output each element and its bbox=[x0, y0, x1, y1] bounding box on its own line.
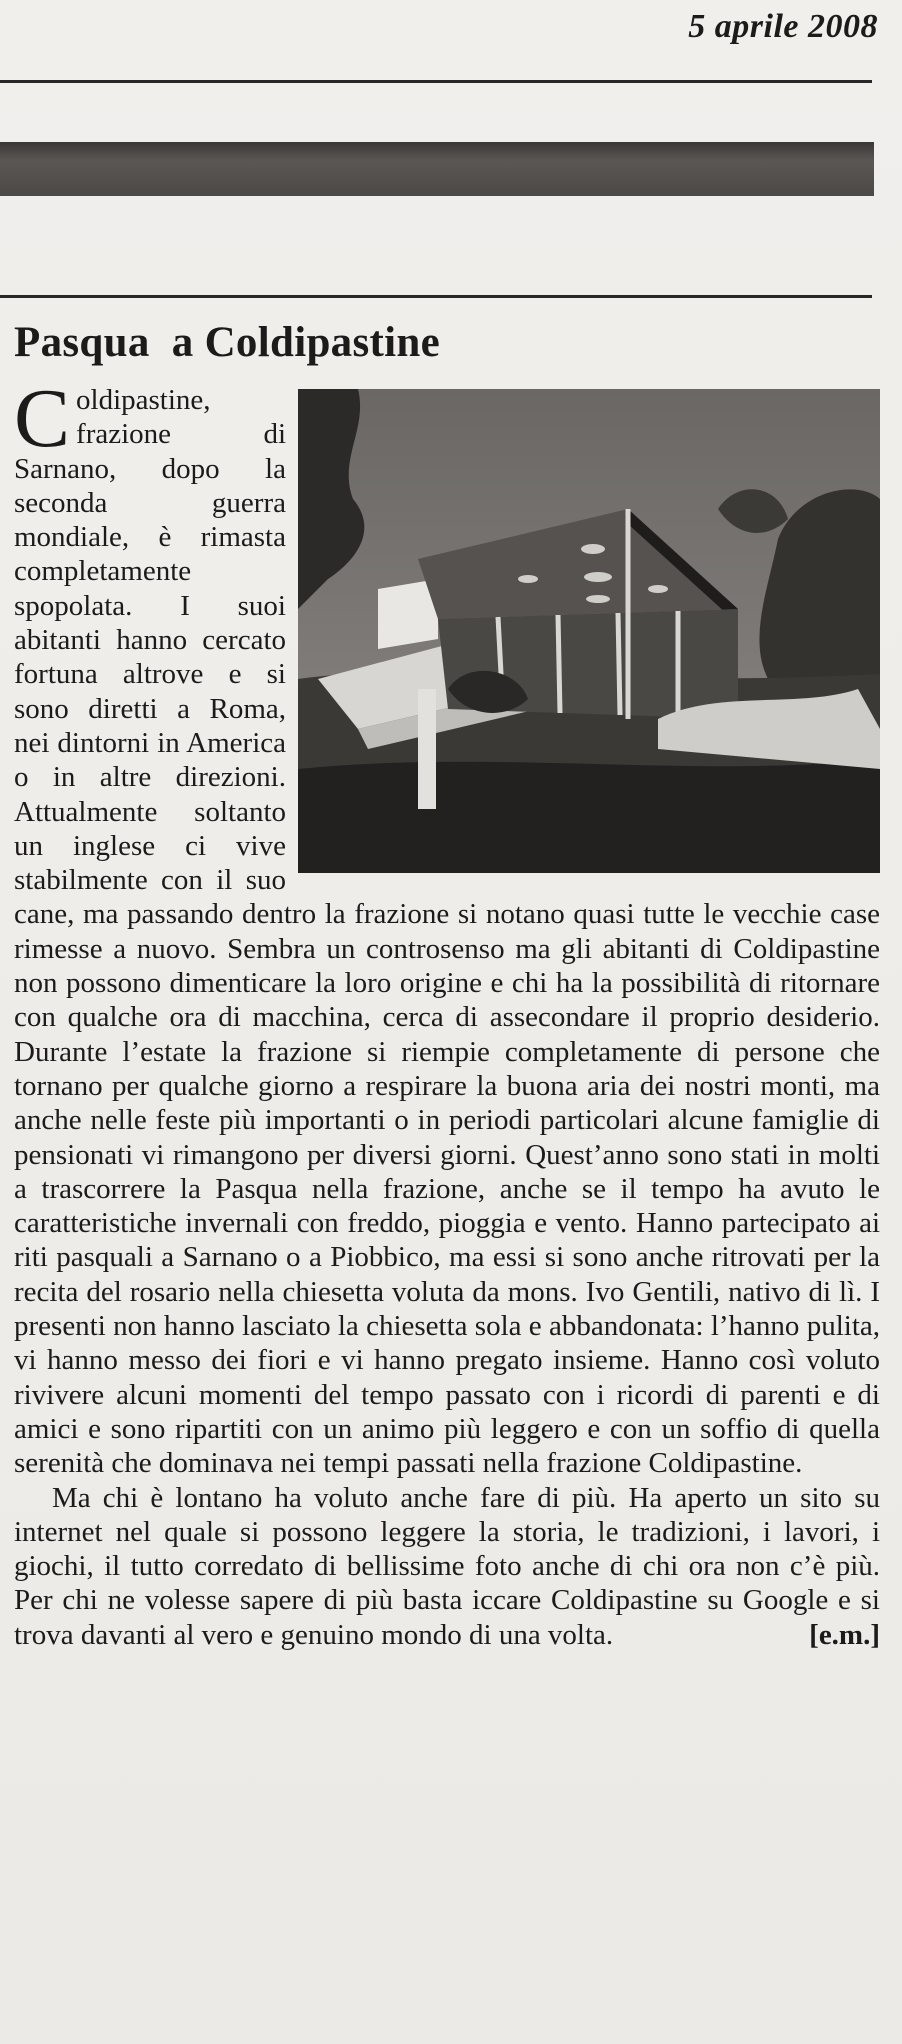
article-paragraph-1-text: oldipastine, frazione di Sarnano, dopo la seconda guerra mondiale, è rimasta completamente spopolata. I suoi abitanti hanno cercato fortuna altrove e si sono diretti a Roma, nei dintorni in America o in altre direzioni. Attualmente soltanto un inglese ci vive stabilmente con il suo cane, ma passando dentro la frazione si notano quasi tutte le vecchie case rimesse a nuovo. Sembra un controsenso ma gli abitanti di Coldipastine non possono dimenticare la loro origine e chi ha la possibilità di ritornare con qualche ora di macchina, cerca di assecondare il proprio desiderio. Durante l’estate la frazione si riempie completamente di persone che tornano per qualche giorno a respirare la buona aria dei nostri monti, ma anche nelle feste più importanti o in periodi particolari alcune famiglie di pensionati vi rimangono per diversi giorni. Quest’anno sono stati in molti a trascorrere la Pasqua nella frazione, anche se il tempo ha avuto le caratteristiche invernali con freddo, pioggia e vento. Hanno partecipato ai riti pasquali a Sarnano o a Piobbico, ma essi si sono anche ritrovati per la recita del rosario nella chiesetta voluta da mons. Ivo Gentili, nativo di lì. I presenti non hanno lasciato la chiesetta sola e abbandonata: l’hanno pulita, vi hanno messo dei fiori e vi hanno pregato insieme. Hanno così voluto rivivere alcuni momenti del tempo passato con i ricordi di parenti e di amici e sono ripartiti con un animo più leggero e con un soffio di quella serenità che dominava nei tempi passati nella frazione Coldipastine. bbox=[14, 384, 880, 1480]
bleed-through-texture bbox=[30, 214, 53, 299]
drop-cap: C bbox=[14, 372, 71, 465]
section-rule bbox=[0, 295, 872, 298]
article-paragraph-2-text: Ma chi è lontano ha voluto anche fare di più. Ha aperto un sito su internet nel quale si possono leggere la storia, le tradizioni, i lavori, i giochi, il tutto corredato di bellissime foto anche di chi ora non c’è più. Per chi ne volesse sapere di più basta iccare Coldipastine su Google e si trova davanti al vero e genuino mondo di una volta. bbox=[14, 1481, 880, 1651]
article-title: Pasqua a Coldipastine bbox=[14, 319, 440, 366]
issue-date: 5 aprile 2008 bbox=[688, 8, 878, 45]
article-paragraph-2 bbox=[14, 1481, 880, 1652]
article-paragraph-1 bbox=[14, 372, 880, 1481]
author-signature: [e.m.] bbox=[809, 1618, 880, 1651]
article-body bbox=[14, 372, 880, 1652]
house-photo bbox=[298, 389, 880, 873]
section-band bbox=[0, 142, 874, 196]
header-rule bbox=[0, 80, 872, 83]
